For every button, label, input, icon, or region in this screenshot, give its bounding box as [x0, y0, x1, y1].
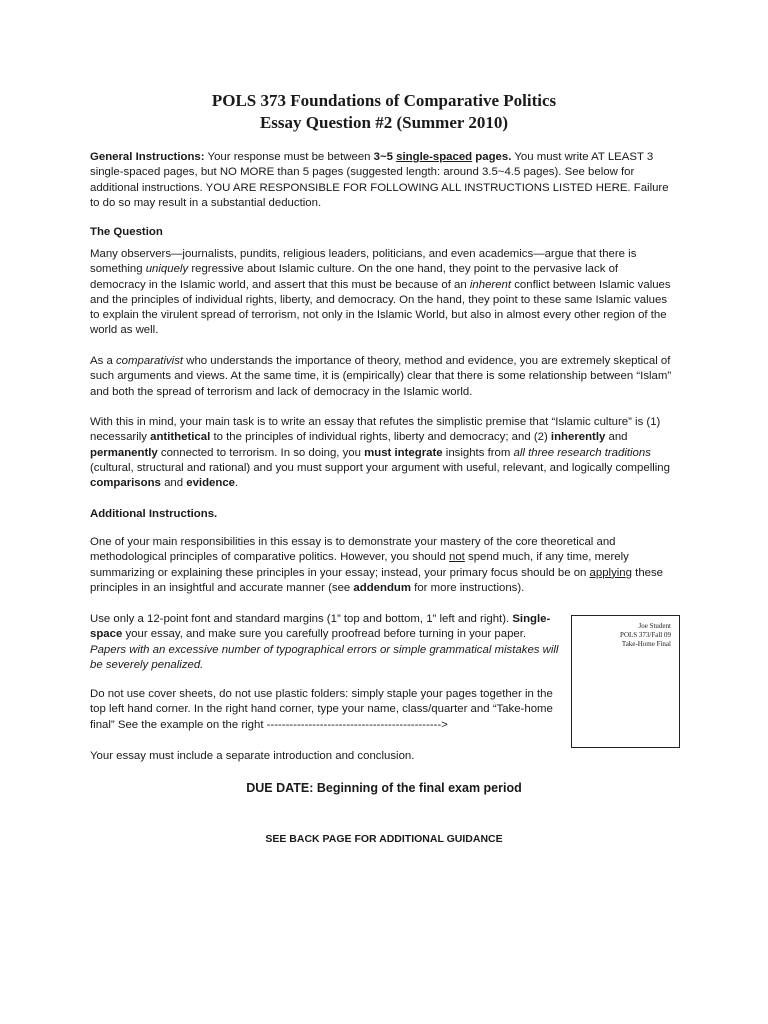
- text: and: [605, 431, 628, 444]
- additional-paragraph-1: [90, 535, 674, 596]
- additional-paragraph-2: [90, 612, 560, 673]
- emphasis: all three research traditions: [513, 446, 651, 459]
- underline: applying: [589, 566, 632, 579]
- text: these principles in an insightful and accurate manner (see: [90, 566, 664, 594]
- text: regressive about Islamic culture. On the one hand, they point to the pervasive lack of democracy in the Islamic world, and assert that this must be because of an: [90, 263, 619, 291]
- text: who understands the importance of theory, method and evidence, you are extremely skeptical of such arguments and views. At the same time, it is (empirically) clear that there is some relationship between “Islam” and both the spread of terrorism and lack of democracy in the Islamic world.: [90, 355, 672, 398]
- document-title-line2: Essay Question #2 (Summer 2010): [259, 113, 509, 132]
- emphasis: Papers with an excessive number of typographical errors or simple grammatical mistakes will be severely penalized.: [90, 643, 559, 671]
- example-name: Joe Student: [638, 622, 671, 630]
- additional-paragraph-3: [90, 687, 560, 733]
- question-paragraph-2: [90, 354, 674, 400]
- emphasis: uniquely: [145, 263, 189, 276]
- strong: addendum: [353, 581, 411, 594]
- document-title-line1: POLS 373 Foundations of Comparative Politics: [211, 91, 557, 110]
- text: Use only a 12-point font and standard margins (1” top and bottom, 1” left and right).: [90, 613, 513, 625]
- text: for more instructions).: [411, 581, 525, 594]
- example-label: Take-Home Final: [621, 640, 671, 648]
- question-paragraph-3: [90, 415, 674, 491]
- strong: inherently: [550, 431, 606, 444]
- text: and: [160, 477, 187, 490]
- emphasis: inherent: [469, 278, 512, 291]
- text: (cultural, structural and rational) and you must support your argument with useful, relevant, and logically compelling: [90, 461, 670, 474]
- general-single-spaced: single-spaced: [396, 151, 473, 163]
- general-pages-word: pages.: [472, 151, 512, 163]
- general-text-1: Your response must be between: [204, 151, 374, 163]
- general-instructions-label: General Instructions:: [90, 151, 205, 163]
- text: As a: [90, 355, 116, 367]
- strong: antithetical: [150, 431, 211, 444]
- strong: Single-space: [90, 613, 551, 641]
- see-back-note: SEE BACK PAGE FOR ADDITIONAL GUIDANCE: [265, 833, 503, 845]
- general-text-2: You must write AT LEAST 3 single-spaced pages, but NO MORE than 5 pages (suggested length: around 3.5~4.5 pages). See below for additional instructions. YOU ARE RESPONSIBLE FOR FOLLOWING ALL INSTRUCTIONS LISTED HERE. Failure to do so may result in a substantial deduction.: [90, 151, 669, 209]
- question-paragraph-1: [90, 247, 674, 339]
- text: spend much, if any time, merely summarizing or explaining these principles in your essay; instead, your primary focus should be on: [90, 551, 629, 579]
- text: With this in mind, your main task is to write an essay that refutes the simplistic premise that “Islamic culture” is (1) necessarily: [90, 416, 661, 444]
- emphasis: comparativist: [115, 355, 184, 367]
- additional-paragraph-4: [90, 749, 560, 764]
- strong: evidence: [186, 477, 236, 490]
- text: Many observers—journalists, pundits, religious leaders, politicians, and even academics—argue that there is something: [90, 248, 637, 276]
- text: Your essay must include a separate introduction and conclusion.: [90, 750, 415, 762]
- additional-heading: Additional Instructions.: [90, 508, 218, 520]
- question-heading: The Question: [90, 226, 163, 238]
- text: connected to terrorism. In so doing, you: [157, 446, 365, 459]
- text: One of your main responsibilities in this essay is to demonstrate your mastery of the core theoretical and methodological principles of comparative politics. However, you should: [90, 536, 616, 564]
- example-header-box: [571, 615, 680, 748]
- strong: must integrate: [364, 446, 443, 459]
- due-date: DUE DATE: Beginning of the final exam period: [246, 781, 522, 795]
- strong: permanently: [90, 446, 158, 459]
- general-page-range: 3~5: [373, 151, 397, 163]
- text: to the principles of individual rights, liberty and democracy; and (2): [210, 431, 551, 444]
- text: .: [235, 477, 239, 490]
- text: conflict between Islamic values and the principles of individual rights, liberty, and democracy. On the hand, they point to these same Islamic values to explain the virulent spread of terrorism, not only in the Islamic World, but also in almost every other region of the world as well.: [90, 278, 671, 337]
- text: your essay, and make sure you carefully proofread before turning in your paper.: [122, 628, 527, 641]
- text: insights from: [442, 446, 514, 459]
- example-class: POLS 373/Fall 09: [620, 631, 671, 639]
- general-instructions: [90, 150, 674, 211]
- underline: not: [449, 551, 465, 564]
- strong: comparisons: [90, 477, 161, 490]
- text: Do not use cover sheets, do not use plastic folders: simply staple your pages together in the top left hand corner. In the right hand corner, type your name, class/quarter and “Take-home final” See the example on the right ---------------------------------------------->: [90, 688, 553, 731]
